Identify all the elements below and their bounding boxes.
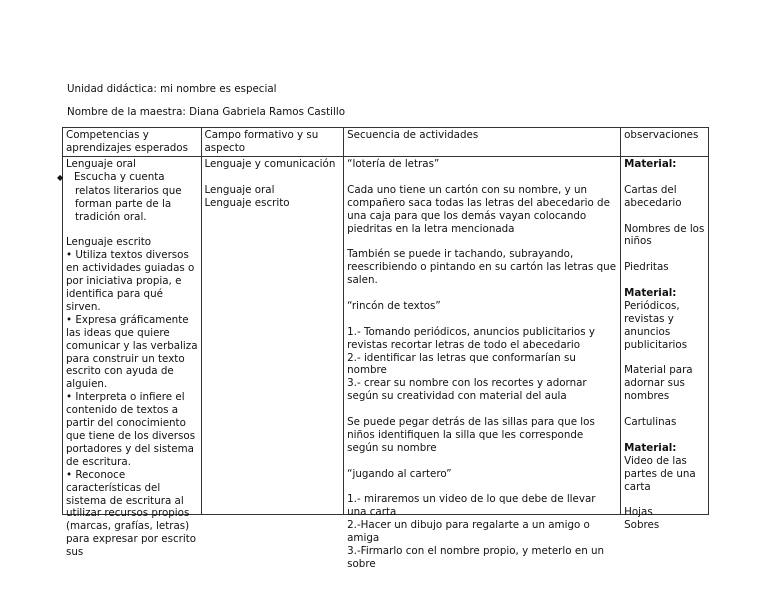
campo-formativo-cell [201, 157, 344, 515]
observaciones-cell [621, 157, 709, 532]
material-label-3: Material: [624, 441, 677, 454]
competencias-cell [57, 157, 202, 559]
header-competencias: Competencias y aprendizajes esperados [63, 128, 202, 157]
header-observaciones: observaciones [621, 128, 709, 157]
header-secuencia: Secuencia de actividades [344, 128, 621, 157]
activity-rincon-step2: 2.- identificar las letras que conformarían su nombre [347, 351, 576, 377]
activity-rincon-step3: 3.- crear su nombre con los recortes y adornar según su creatividad con material del aula [347, 377, 587, 403]
lenguaje-escrito-title: Lenguaje escrito [66, 236, 152, 249]
activity-rincon-extra: Se puede pegar detrás de las sillas para que los niños identifiquen la silla que les corresponde según su nombre [347, 416, 595, 454]
bullet-utiliza: • Utiliza textos diversos en actividades guiadas o por iniciativa propia, e identifica para qué sirven. [66, 249, 195, 313]
activity-rincon-step1: 1.- Tomando periódicos, anuncios publicitarios y revistas recortar letras de todo el abecedario [347, 325, 595, 351]
material-item: Periódicos, revistas y anuncios publicitarios [624, 299, 688, 351]
activity-loteria-title: “lotería de letras” [347, 158, 440, 170]
lesson-plan-table [57, 127, 709, 570]
activity-rincon-title: “rincón de textos” [347, 299, 441, 312]
material-item: Video de las partes de una carta [624, 454, 696, 493]
material-item: Sobres [624, 519, 660, 532]
material-label-1: Material: [624, 158, 677, 170]
activity-cartero-title: “jugando al cartero” [347, 467, 452, 480]
bullet-expresa: • Expresa gráficamente las ideas que quiere comunicar y las verbaliza para construir un texto escrito con ayuda de alguien. [66, 313, 198, 391]
secuencia-cell [344, 157, 621, 570]
material-item: Piedritas [624, 261, 669, 274]
activity-loteria-desc: Cada uno tiene un cartón con su nombre, y un compañero saca todas las letras del abecedario de una caja para que los demás vayan colocando piedritas en la letra mencionada [347, 183, 610, 235]
bullet-escucha: ◆ Escucha y cuenta relatos literarios que forman parte de la tradición oral. [57, 170, 182, 223]
bullet-interpreta: • Interpreta o infiere el contenido de textos a partir del conocimiento que tiene de los diversos portadores y del sistema de escritura. [66, 391, 196, 468]
material-item: Hojas [624, 506, 653, 519]
material-item: Cartulinas [624, 416, 677, 429]
material-item: Material para adornar sus nombres [624, 364, 693, 403]
unit-title: Unidad didáctica: mi nombre es especial [67, 83, 277, 95]
material-label-2: Material: [624, 287, 677, 299]
campo-aspect-escrito: Lenguaje escrito [204, 196, 290, 209]
activity-cartero-step2: 2.-Hacer un dibujo para regalarte a un amigo o amiga [347, 519, 590, 545]
activity-loteria-extra: También se puede ir tachando, subrayando, reescribiendo o pintando en su cartón las letras que salen. [347, 248, 617, 287]
diamond-bullet-icon: ◆ [57, 172, 64, 182]
table-header-row [63, 128, 709, 157]
activity-cartero-step3: 3.-Firmarlo con el nombre propio, y meterlo en un sobre [347, 545, 605, 570]
campo-field: Lenguaje y comunicación [204, 158, 336, 170]
material-item: Cartas del abecedario [624, 183, 682, 209]
lenguaje-oral-title: Lenguaje oral [66, 158, 136, 170]
header-campo-formativo: Campo formativo y su aspecto [201, 128, 344, 157]
teacher-name: Nombre de la maestra: Diana Gabriela Ramos Castillo [67, 106, 346, 118]
activity-cartero-step1: 1.- miraremos un video de lo que debe de llevar una carta [347, 493, 596, 519]
bullet-reconoce: • Reconoce características del sistema de escritura al utilizar recursos propios (marcas, grafías, letras) para expresar por escrito sus [66, 468, 197, 559]
campo-aspect-oral: Lenguaje oral [204, 183, 275, 196]
table-row [63, 157, 709, 515]
material-item: Nombres de los niños [624, 222, 705, 248]
